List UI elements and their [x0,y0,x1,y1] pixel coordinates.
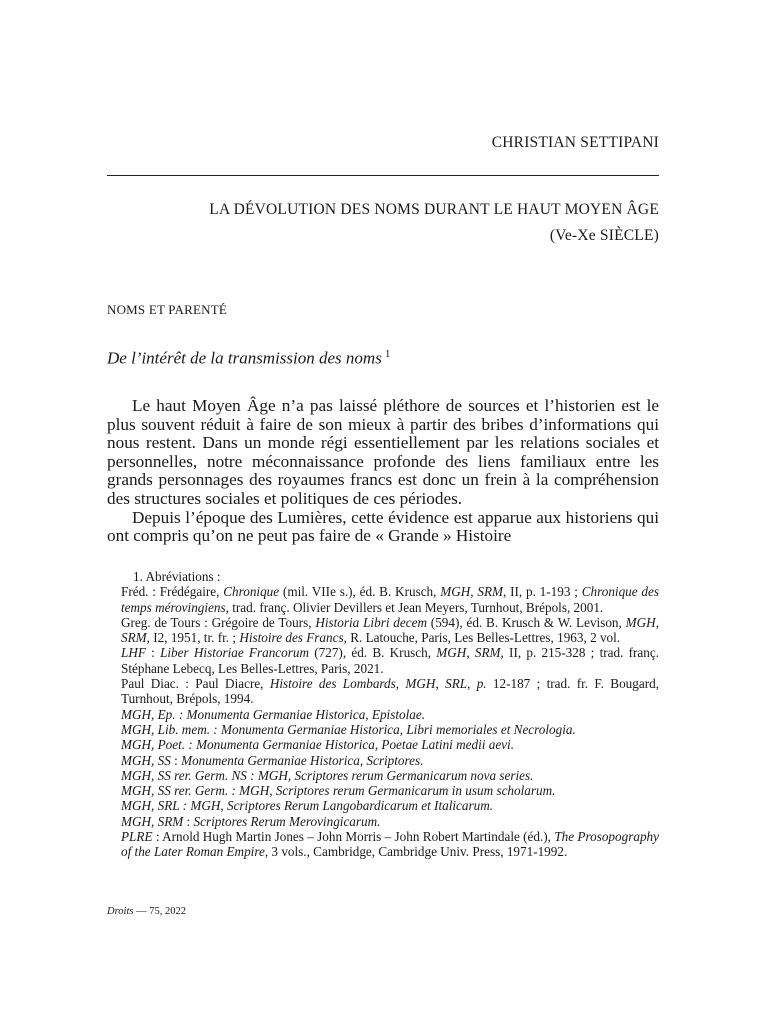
footnote-segment: SRM [477,584,504,600]
footnote-segment: (727), éd. B. Krusch, [309,645,437,661]
footnote-segment: Historia Libri decem [315,614,427,630]
article-subtitle: (Ve-Xe SIÈCLE) [549,227,659,244]
footnote-segment: Fréd. : Frédégaire, [121,584,224,600]
page-footer [107,906,186,917]
footnote-segment: , trad. franç. Olivier Devillers et Jean Meyers, Turnhout, Brépols, 2001. [225,599,604,615]
footnote-segment: , [435,676,446,692]
footnote-segment: 12-187 ; trad. fr. F. Bougard, Turnhout, Brépols, 1994. [121,676,660,707]
footnote-segment: , [467,676,477,692]
footnote-segment: PLRE [121,829,153,845]
footnote-entry [107,829,659,860]
journal-name: Droits [107,906,134,917]
footnote-segment: Chronique [223,584,280,600]
footnote-segment: Scriptores Rerum Merovingicarum. [193,813,381,829]
section-heading: NOMS ET PARENTÉ [107,302,228,317]
body-paragraph: Depuis l’époque des Lumières, cette évidence est apparue aux historiens qui ont compris qu’on ne peut pas faire de « Grande » Histoire [107,507,659,546]
footnote-segment: MGH, Ep. : Monumenta Germaniae Historica, Epistolae. [121,706,426,722]
footnote-segment: MGH, SS [121,752,171,768]
footnote-entry [107,737,659,752]
footnote-entry [107,798,659,813]
footnote-segment: Liber Historiae Francorum [160,645,310,661]
body-text [107,397,659,546]
footnote-entry [107,753,659,768]
footnote-segment: MGH, SS rer. Germ. : MGH, Scriptores rerum Germanicarum in usum scholarum. [121,783,556,799]
footnote-segment: Histoire des Francs [239,630,344,646]
footnote-segment: , 3 vols., Cambridge, Cambridge Univ. Press, 1971-1992. [264,844,568,860]
footnote-segment: , [470,584,478,600]
footnote-entry [107,676,659,707]
journal-issue: — 75, 2022 [133,906,186,917]
subsection-heading [107,348,390,369]
footnote-segment: MGH, Lib. mem. : Monumenta Germaniae Historica, Libri memoriales et Necrologia. [121,721,576,737]
footnote-segment: MGH [625,614,656,630]
footnotes [107,569,659,860]
footnote-segment: Greg. de Tours : Grégoire de Tours, [121,614,316,630]
footnote-segment: MGH [440,584,471,600]
footnote-segment: , [466,645,475,661]
footnote-entry [107,584,659,615]
header-rule [107,175,659,176]
footnote-entry [107,707,659,722]
footnote-entry [107,768,659,783]
footnote-segment: LHF [121,645,146,661]
footnote-segment: MGH, SRL : MGH, Scriptores Rerum Langobardicarum et Italicarum. [121,798,494,814]
footnote-segment: : [170,752,182,768]
footnote-entry [107,645,659,676]
footnote-segment: : [183,813,194,829]
footnote-entry [107,814,659,829]
footnote-entry [107,615,659,646]
footnote-segment: Monumenta Germaniae Historica, Scriptores. [181,752,424,768]
footnote-segment: , R. Latouche, Paris, Les Belles-Lettres, 1963, 2 vol. [343,630,621,646]
body-paragraph: Le haut Moyen Âge n’a pas laissé pléthore de sources et l’historien est le plus souvent réduit à faire de son mieux à partir des bribes d’informations qui nous restent. Dans un monde régi essentiellement par les relations sociales et personnelles, notre méconnaissance profonde des liens familiaux entre les grands personnages des royaumes francs est donc un frein à la compréhension des structures sociales et politiques de ces périodes. [107,396,659,508]
footnote-segment: Chronique des temps mérovingiens [121,584,659,615]
footnote-segment: (594), éd. B. Krusch & W. Levison, [426,614,626,630]
article-title: LA DÉVOLUTION DES NOMS DURANT LE HAUT MOYEN ÂGE [209,201,659,218]
footnote-segment: MGH [436,645,467,661]
footnote-heading: 1. Abréviations : [133,569,221,584]
footnote-segment: The Prosopography of the Later Roman Empire [121,829,659,860]
footnote-segment: MGH, Poet. : Monumenta Germaniae Historica, Poetae Latini medii aevi. [121,737,514,753]
footnote-segment: : Arnold Hugh Martin Jones – John Morris – John Robert Martindale (éd.), [152,829,555,845]
footnote-segment: : [145,645,161,661]
footnote-segment: , II, p. 1-193 ; [503,584,582,600]
footnote-entry [107,722,659,737]
footnote-list [107,584,659,859]
footnote-segment: , [655,614,659,630]
footnote-segment: , I2, 1951, tr. fr. ; [146,630,240,646]
footnote-entry [107,783,659,798]
footnote-segment: MGH, SS rer. Germ. NS : MGH, Scriptores rerum Germanicarum nova series. [121,767,534,783]
author-name: CHRISTIAN SETTIPANI [491,134,659,151]
footnote-segment: SRM [121,630,147,646]
footnote-segment: MGH [405,676,436,692]
footnote-segment: SRM [474,645,501,661]
subsection-text: De l’intérêt de la transmission des noms [107,348,382,368]
footnote-segment: , II, p. 215-328 ; trad. franç. Stéphane Lebecq, Les Belles-Lettres, Paris, 2021. [121,645,659,676]
footnote-segment: SRL [445,676,468,692]
footnote-segment: Paul Diac. : Paul Diacre, [121,676,270,692]
footnote-segment: , [395,676,406,692]
footnote-segment: (mil. VIIe s.), éd. B. Krusch, [279,584,441,600]
footnote-segment: Histoire des Lombards [269,676,396,692]
footnote-marker: 1 [384,348,391,360]
footnote-segment: MGH, SRM [121,813,184,829]
footnote-segment: p. [476,676,487,692]
